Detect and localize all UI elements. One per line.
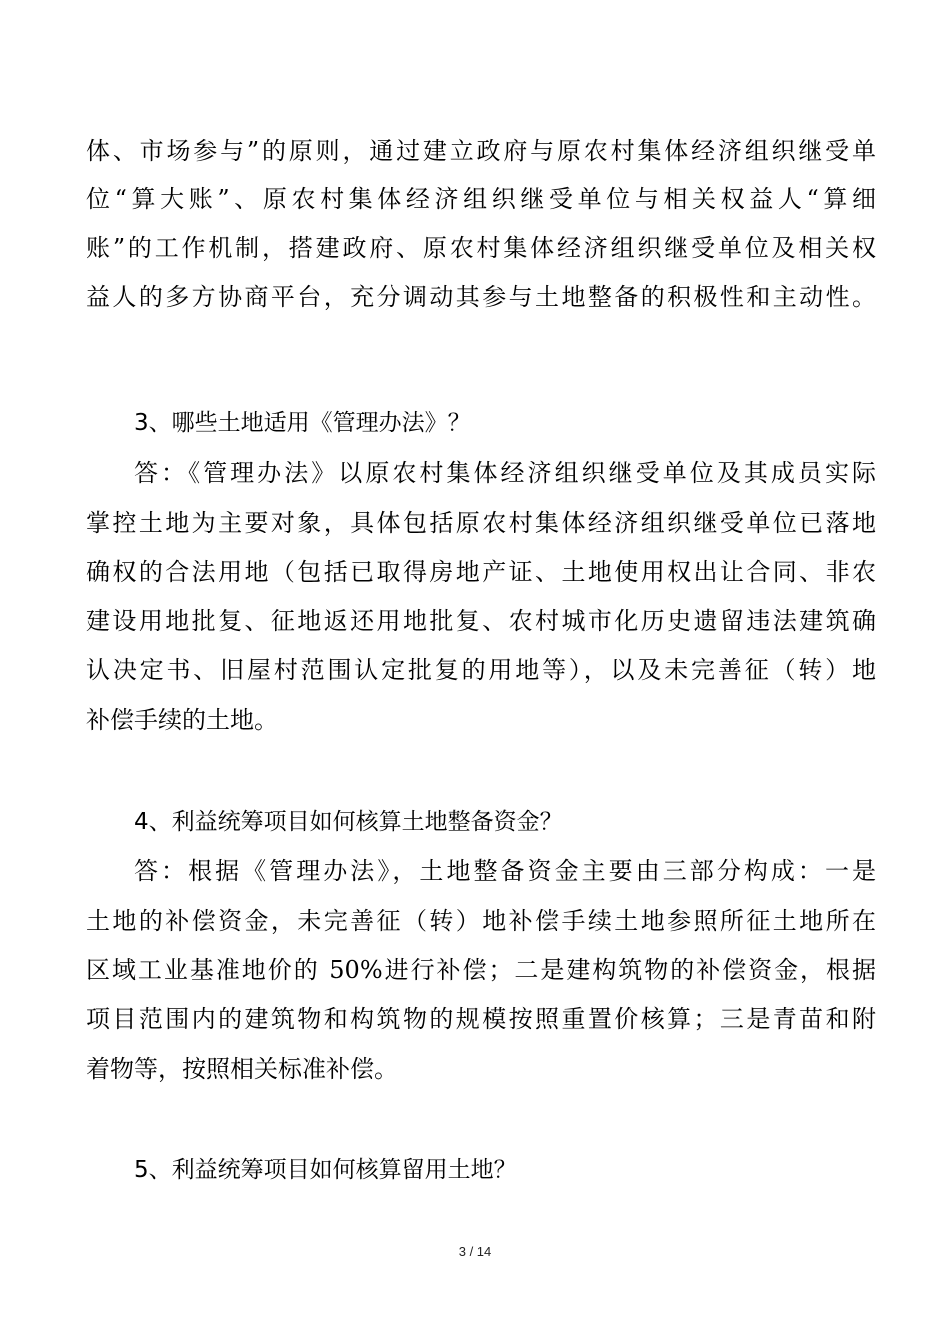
question-3-heading: 3、哪些土地适用《管理办法》？ [134, 410, 471, 436]
paragraph-line: 益人的多方协商平台，充分调动其参与土地整备的积极性和主动性。 [86, 283, 876, 311]
answer-line: 着物等，按照相关标准补偿。 [86, 1055, 398, 1083]
answer-line: 土地的补偿资金，未完善征（转）地补偿手续土地参照所征土地所在 [86, 907, 876, 935]
answer-line: 认决定书、旧屋村范围认定批复的用地等），以及未完善征（转）地 [86, 656, 876, 684]
answer-line: 确权的合法用地（包括已取得房地产证、土地使用权出让合同、非农 [86, 558, 876, 586]
paragraph-line: 体、市场参与”的原则，通过建立政府与原农村集体经济组织继受单 [86, 137, 876, 165]
paragraph-line: 账”的工作机制，搭建政府、原农村集体经济组织继受单位及相关权 [86, 234, 876, 262]
answer-line: 掌控土地为主要对象，具体包括原农村集体经济组织继受单位已落地 [86, 509, 876, 537]
question-4-heading: 4、利益统筹项目如何核算土地整备资金？ [134, 809, 563, 835]
answer-line: 区域工业基准地价的 50%进行补偿；二是建构筑物的补偿资金，根据 [86, 956, 876, 984]
answer-line: 补偿手续的土地。 [86, 706, 278, 734]
question-5-heading: 5、利益统筹项目如何核算留用土地？ [134, 1157, 517, 1183]
answer-line: 建设用地批复、征地返还用地批复、农村城市化历史遗留违法建筑确 [86, 607, 876, 635]
answer-line: 答：《管理办法》以原农村集体经济组织继受单位及其成员实际 [134, 459, 876, 487]
answer-line: 项目范围内的建筑物和构筑物的规模按照重置价核算；三是青苗和附 [86, 1005, 876, 1033]
page-number: 3 / 14 [458, 1244, 492, 1259]
answer-line: 答：根据《管理办法》，土地整备资金主要由三部分构成：一是 [134, 857, 876, 885]
paragraph-line: 位“算大账”、原农村集体经济组织继受单位与相关权益人“算细 [86, 185, 876, 213]
